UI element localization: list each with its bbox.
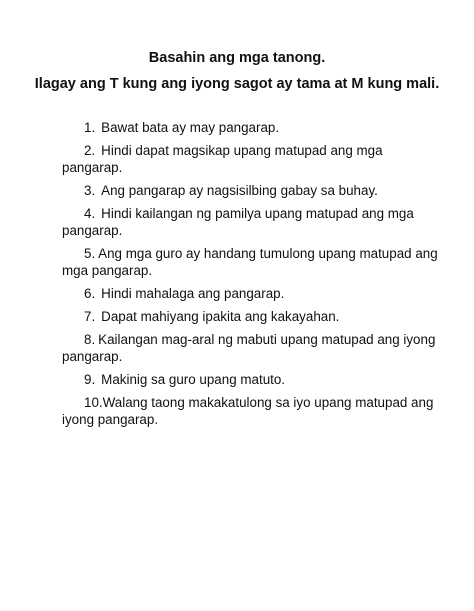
question-text-continued: iyong pangarap. [62, 412, 159, 427]
worksheet-title: Basahin ang mga tanong. [148, 50, 326, 66]
question-text-continued: pangarap. [62, 349, 123, 364]
question-number: 8. [84, 332, 96, 347]
question-number: 10. [84, 395, 103, 410]
question-text: Dapat mahiyang ipakita ang kakayahan. [101, 309, 340, 324]
question-text: Walang taong makakatulong sa iyo upang matupad ang [102, 395, 434, 410]
question-item-3 [62, 182, 434, 199]
question-text: Hindi mahalaga ang pangarap. [101, 286, 285, 301]
question-text: Ang mga guro ay handang tumulong upang matupad ang [98, 246, 438, 261]
question-item-9 [62, 371, 434, 388]
question-text-continued: pangarap. [62, 223, 123, 238]
question-item-7 [62, 308, 434, 325]
question-number: 4. [84, 206, 96, 221]
question-item-10 [62, 394, 434, 428]
question-list [62, 119, 438, 428]
question-item-6 [62, 285, 434, 302]
question-number: 7. [84, 309, 96, 324]
question-item-5 [62, 245, 438, 279]
worksheet-instruction: Ilagay ang T kung ang iyong sagot ay tama at M kung mali. [34, 76, 440, 92]
question-item-1 [62, 119, 434, 136]
question-number: 5. [84, 246, 96, 261]
question-text-continued: mga pangarap. [62, 263, 153, 278]
question-item-8 [62, 331, 434, 365]
question-text: Hindi dapat magsikap upang matupad ang mga [101, 143, 383, 158]
question-text: Hindi kailangan ng pamilya upang matupad ang mga [101, 206, 414, 221]
question-text-continued: pangarap. [62, 160, 123, 175]
question-number: 2. [84, 143, 96, 158]
question-item-2 [62, 142, 434, 176]
question-number: 3. [84, 183, 96, 198]
question-text: Kailangan mag-aral ng mabuti upang matupad ang iyong [98, 332, 436, 347]
question-text: Makinig sa guro upang matuto. [101, 372, 286, 387]
question-number: 1. [84, 120, 96, 135]
question-text: Ang pangarap ay nagsisilbing gabay sa buhay. [101, 183, 378, 198]
question-number: 9. [84, 372, 96, 387]
question-number: 6. [84, 286, 96, 301]
question-item-4 [62, 205, 434, 239]
question-text: Bawat bata ay may pangarap. [101, 120, 280, 135]
